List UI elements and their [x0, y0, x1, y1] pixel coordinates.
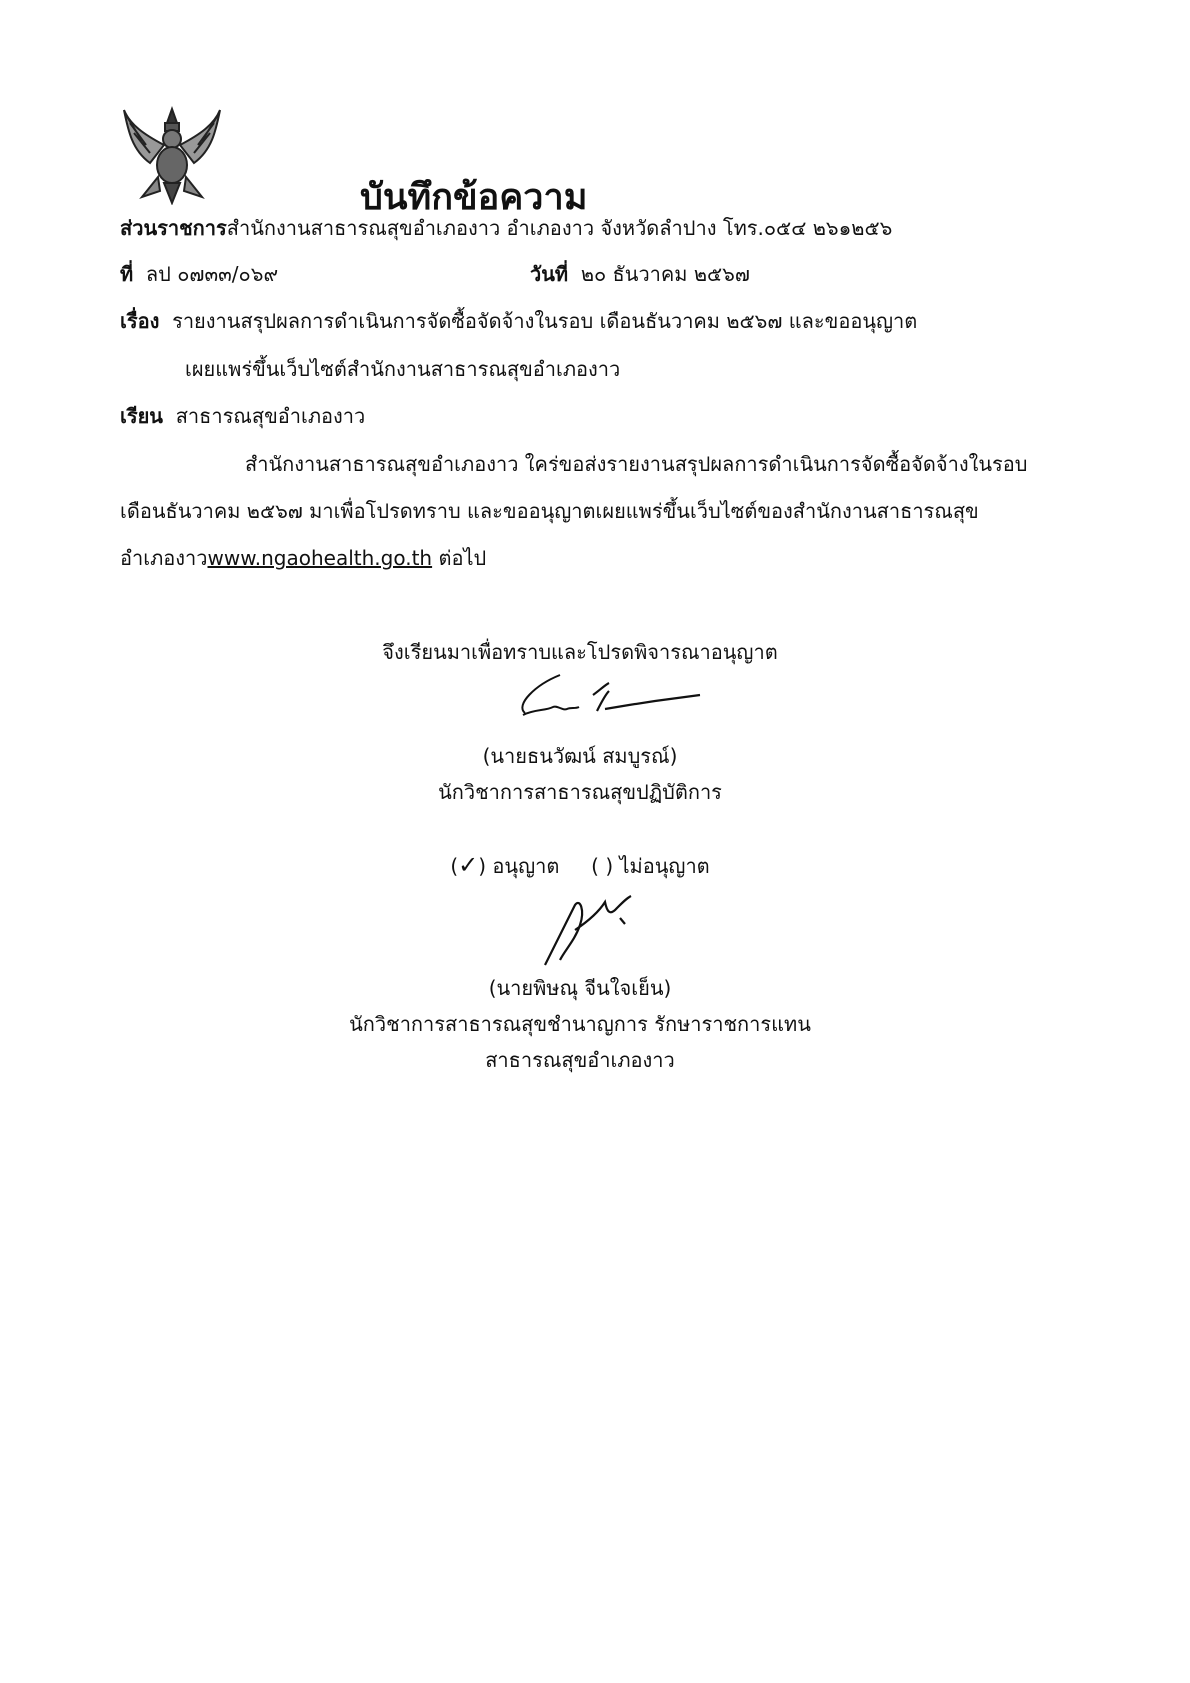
date-label: วันที่: [530, 262, 569, 286]
signature-icon: [505, 665, 705, 725]
signer2-position-2: สาธารณสุขอำเภองาว: [485, 1048, 675, 1072]
body-line-3: [120, 542, 486, 574]
reference-label: ที่: [120, 262, 134, 286]
agency-line: [120, 212, 892, 244]
signer2-position: นักวิชาการสาธารณสุขชำนาญการ รักษาราชการแทน: [349, 1012, 811, 1036]
body-line-2: เดือนธันวาคม ๒๕๖๗ มาเพื่อโปรดทราบ และขออนุญาตเผยแพร่ขึ้นเว็บไซต์ของสำนักงานสาธารณสุข: [120, 499, 979, 523]
closing-text: จึงเรียนมาเพื่อทราบและโปรดพิจารณาอนุญาต: [382, 640, 778, 664]
document-title: บันทึกข้อความ: [360, 177, 588, 218]
subject-text-1: รายงานสรุปผลการดำเนินการจัดซื้อจัดจ้างในรอบ เดือนธันวาคม ๒๕๖๗ และขออนุญาต: [172, 309, 918, 333]
date-value: ๒๐ ธันวาคม ๒๕๖๗: [580, 262, 750, 286]
signer1-position: นักวิชาการสาธารณสุขปฏิบัติการ: [438, 780, 722, 804]
body-line-1: สำนักงานสาธารณสุขอำเภองาว ใคร่ขอส่งรายงานสรุปผลการดำเนินการจัดซื้อจัดจ้างในรอบ: [245, 452, 1028, 476]
body-line-3-prefix: อำเภองาว: [120, 546, 208, 570]
garuda-emblem-icon: [120, 105, 225, 205]
signature-icon: [535, 890, 645, 970]
body-line-3-suffix: ต่อไป: [432, 546, 487, 570]
subject-line-2: เผยแพร่ขึ้นเว็บไซต์สำนักงานสาธารณสุขอำเภองาว: [185, 357, 621, 381]
agency-value: สำนักงานสาธารณสุขอำเภองาว อำเภองาว จังหวัดลำปาง โทร.๐๕๔ ๒๖๑๒๕๖: [226, 216, 893, 240]
signer2-name: (นายพิษณุ จีนใจเย็น): [488, 976, 672, 1000]
deny-option[interactable]: ( ) ไม่อนุญาต: [591, 854, 710, 878]
subject-label: เรื่อง: [120, 309, 160, 333]
date-line: [530, 258, 750, 290]
subject-line-1: [120, 305, 917, 337]
check-mark-icon: ✓: [458, 851, 479, 879]
signer1-name: (นายธนวัฒน์ สมบูรณ์): [482, 744, 678, 768]
recipient-line: [120, 400, 365, 432]
recipient-label: เรียน: [120, 404, 163, 428]
approval-options: [300, 850, 860, 882]
website-link[interactable]: www.ngaohealth.go.th: [207, 546, 433, 570]
recipient-value: สาธารณสุขอำเภองาว: [175, 404, 366, 428]
reference-value: ลป ๐๗๓๓/๐๖๙: [145, 262, 279, 286]
reference-line: [120, 258, 278, 290]
agency-label: ส่วนราชการ: [120, 216, 227, 240]
approve-option[interactable]: (✓) อนุญาต: [450, 851, 560, 879]
